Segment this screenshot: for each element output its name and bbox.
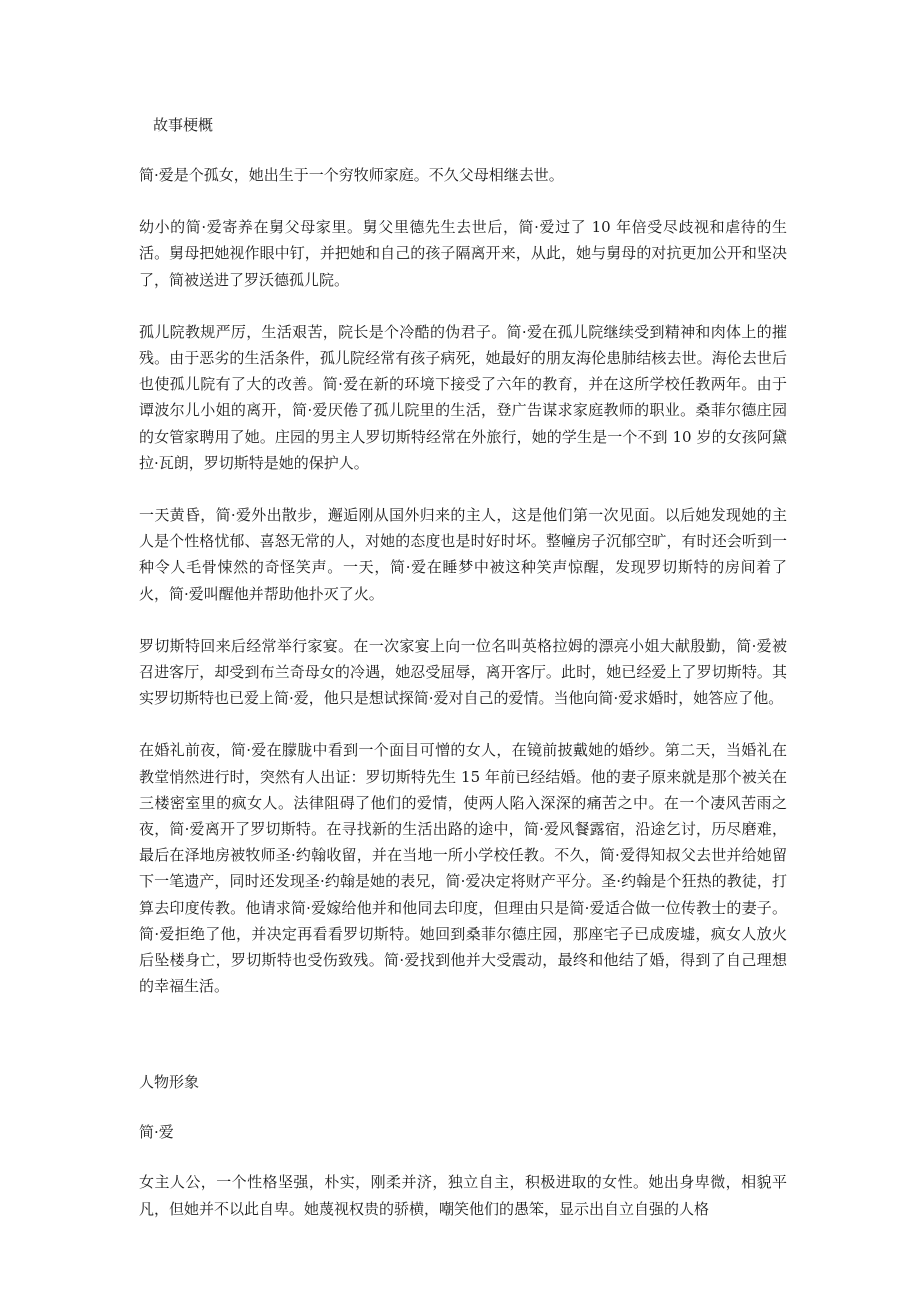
paragraph-first-meeting: 一天黄昏，简·爱外出散步，邂逅刚从国外归来的主人，这是他们第一次见面。以后她发现她的主人是个性格忧郁、喜怒无常的人，对她的态度也是时好时坏。整幢房子沉郁空旷，有时还会听到一种令人毛骨悚然的奇怪笑声。一天，简·爱在睡梦中被这种笑声惊醒，发现罗切斯特的房间着了火，简·爱叫醒他并帮助他扑灭了火。: [139, 506, 787, 603]
paragraph-childhood: 幼小的简·爱寄养在舅父母家里。舅父里德先生去世后，简·爱过了 10 年倍受尽歧视和虐待的生活。舅母把她视作眼中钉，并把她和自己的孩子隔离开来，从此，她与舅母的对抗更加公开和坚决了，简被送进了罗沃德孤儿院。: [139, 218, 787, 289]
paragraph-wedding: 在婚礼前夜，简·爱在朦胧中看到一个面目可憎的女人，在镜前披戴她的婚纱。第二天，当婚礼在教堂悄然进行时，突然有人出证：罗切斯特先生 15 年前已经结婚。他的妻子原来就是那个被关在三楼密室里的疯女人。法律阻碍了他们的爱情，使两人陷入深深的痛苦之中。在一个凄风苦雨之夜，简·爱离开了罗切斯特。在寻找新的生活出路的途中，简·爱风餐露宿，沿途乞讨，历尽磨难，最后在泽地房被牧师圣·约翰收留，并在当地一所小学校任教。不久，简·爱得知叔父去世并给她留下一笔遗产，同时还发现圣·约翰是她的表兄，简·爱决定将财产平分。圣·约翰是个狂热的教徒，打算去印度传教。他请求简·爱嫁给他并和他同去印度，但理由只是简·爱适合做一位传教士的妻子。简·爱拒绝了他，并决定再看看罗切斯特。她回到桑菲尔德庄园，那座宅子已成废墟，疯女人放火后坠楼身亡，罗切斯特也受伤致残。简·爱找到他并大受震动，最终和他结了婚，得到了自己理想的幸福生活。: [139, 741, 787, 996]
spacer: [139, 138, 787, 162]
spacer: [139, 711, 787, 737]
section-title-synopsis: 故事梗概: [153, 116, 214, 134]
document-page: [139, 112, 787, 1222]
character-description: 女主人公，一个性格坚强，朴实，刚柔并济，独立自主，积极进取的女性。她出身卑微，相貌平凡，但她并不以此自卑。她蔑视权贵的骄横，嘲笑他们的愚笨，显示出自立自强的人格: [139, 1173, 787, 1218]
spacer: [139, 188, 787, 214]
paragraph-intro: 简·爱是个孤女，她出生于一个穷牧师家庭。不久父母相继去世。: [139, 166, 564, 184]
spacer: [139, 476, 787, 502]
spacer: [139, 999, 787, 1069]
spacer: [139, 1095, 787, 1119]
paragraph-orphanage: 孤儿院教规严厉，生活艰苦，院长是个冷酷的伪君子。简·爱在孤儿院继续受到精神和肉体上的摧残。由于恶劣的生活条件，孤儿院经常有孩子病死，她最好的朋友海伦患肺结核去世。海伦去世后也使孤儿院有了大的改善。简·爱在新的环境下接受了六年的教育，并在这所学校任教两年。由于谭波尔儿小姐的离开，简·爱厌倦了孤儿院里的生活，登广告谋求家庭教师的职业。桑菲尔德庄园的女管家聘用了她。庄园的男主人罗切斯特经常在外旅行，她的学生是一个不到 10 岁的女孩阿黛拉·瓦朗，罗切斯特是她的保护人。: [139, 322, 787, 472]
section-title-characters: 人物形象: [139, 1073, 200, 1092]
character-name: 简·爱: [139, 1123, 174, 1142]
spacer: [139, 1145, 787, 1169]
spacer: [139, 293, 787, 319]
paragraph-proposal: 罗切斯特回来后经常举行家宴。在一次家宴上向一位名叫英格拉姆的漂亮小姐大献殷勤，简·爱被召进客厅，却受到布兰奇母女的冷遇，她忍受屈辱，离开客厅。此时，她已经爱上了罗切斯特。其实罗切斯特也已爱上简·爱，他只是想试探简·爱对自己的爱情。当他向简·爱求婚时，她答应了他。: [139, 636, 787, 708]
spacer: [139, 607, 787, 633]
